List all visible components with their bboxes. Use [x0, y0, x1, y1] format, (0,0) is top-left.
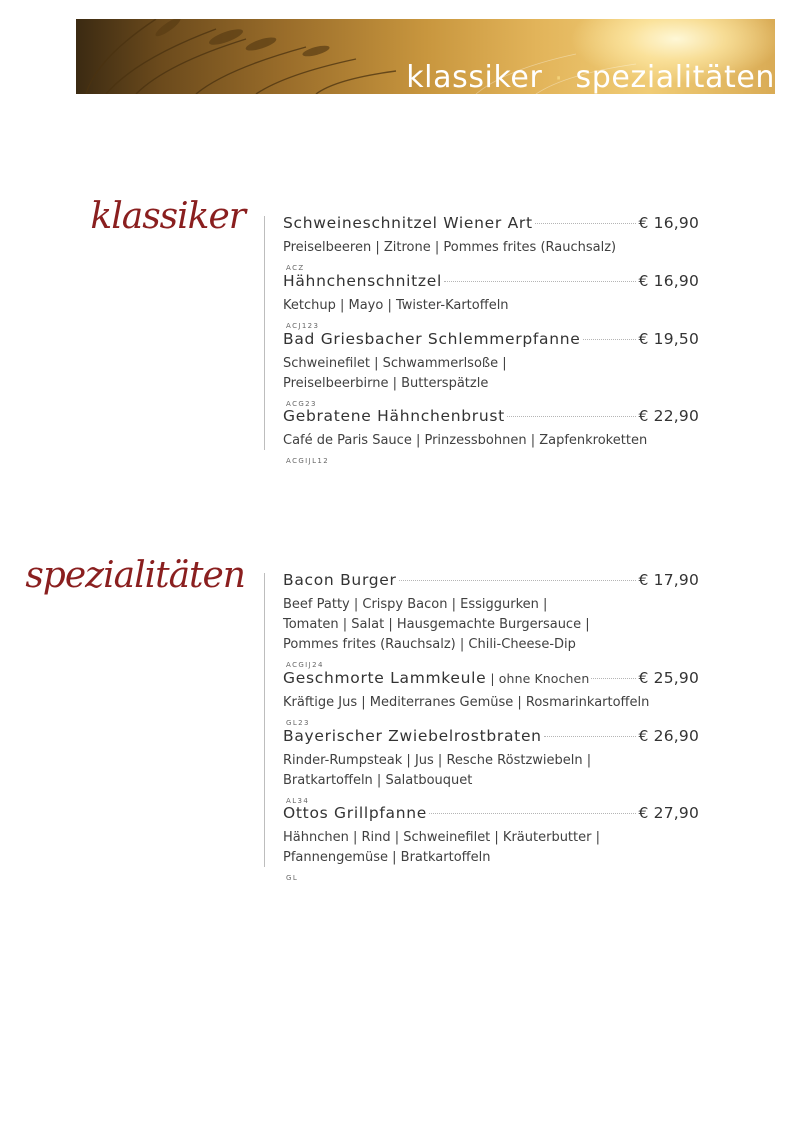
- dotted-leader: [583, 339, 637, 340]
- allergen-codes: AL34: [286, 797, 310, 805]
- allergen-codes: GL: [286, 874, 299, 882]
- item-description: [283, 751, 699, 811]
- item-name: Bacon Burger: [283, 571, 397, 589]
- item-price: € 16,90: [638, 214, 699, 232]
- allergen-codes: ACZ: [286, 264, 305, 272]
- header-banner: [76, 19, 775, 94]
- menu-item: [283, 272, 699, 336]
- dotted-leader: [399, 580, 637, 581]
- dotted-leader: [444, 281, 636, 282]
- desc-line: Pfannengemüse | Bratkartoffeln: [283, 850, 491, 865]
- desc-line: Schweinefilet | Schwammerlsoße |: [283, 356, 507, 371]
- menu-item: [283, 214, 699, 278]
- allergen-codes: ACJ123: [286, 322, 320, 330]
- section-divider: [264, 573, 265, 867]
- dotted-leader: [507, 416, 636, 417]
- dotted-leader: [591, 678, 636, 679]
- section-label-klassiker: klassiker: [90, 196, 245, 237]
- banner-title-right: spezialitäten: [575, 60, 775, 94]
- item-price: € 27,90: [638, 804, 699, 822]
- desc-line: Preiselbeeren | Zitrone | Pommes frites (Rauchsalz): [283, 240, 617, 255]
- item-price: € 22,90: [638, 407, 699, 425]
- item-price: € 25,90: [638, 669, 699, 687]
- menu-item: [283, 669, 699, 733]
- desc-line: Beef Patty | Crispy Bacon | Essiggurken |: [283, 597, 548, 612]
- banner-separator: ·: [554, 64, 564, 94]
- desc-line: Hähnchen | Rind | Schweinefilet | Kräuterbutter |: [283, 830, 600, 845]
- item-name: Hähnchenschnitzel: [283, 272, 443, 290]
- item-description: [283, 431, 699, 471]
- allergen-codes: ACGIJ24: [286, 661, 324, 669]
- section-label-spezialitaeten: spezialitäten: [25, 555, 245, 596]
- item-price: € 19,50: [638, 330, 699, 348]
- desc-line: Tomaten | Salat | Hausgemachte Burgersauce |: [283, 617, 590, 632]
- desc-line: Bratkartoffeln | Salatbouquet: [283, 773, 473, 788]
- menu-item: [283, 727, 699, 811]
- menu-item: [283, 804, 699, 888]
- item-price: € 16,90: [638, 272, 699, 290]
- desc-line: Preiselbeerbirne | Butterspätzle: [283, 376, 489, 391]
- desc-line: Café de Paris Sauce | Prinzessbohnen | Zapfenkroketten: [283, 433, 648, 448]
- menu-item: [283, 407, 699, 471]
- item-name: Ottos Grillpfanne: [283, 804, 428, 822]
- item-name: Geschmorte Lammkeule: [283, 669, 487, 687]
- desc-line: Rinder-Rumpsteak | Jus | Resche Röstzwiebeln |: [283, 753, 592, 768]
- section-divider: [264, 216, 265, 450]
- item-name: Gebratene Hähnchenbrust: [283, 407, 505, 425]
- desc-line: Pommes frites (Rauchsalz) | Chili-Cheese-Dip: [283, 637, 576, 652]
- item-description: [283, 828, 699, 888]
- allergen-codes: ACG23: [286, 400, 317, 408]
- banner-title-left: klassiker: [406, 60, 543, 94]
- dotted-leader: [535, 223, 637, 224]
- menu-item: [283, 571, 699, 675]
- dotted-leader: [429, 813, 636, 814]
- item-name: Bad Griesbacher Schlemmerpfanne: [283, 330, 581, 348]
- menu-item: [283, 330, 699, 414]
- item-note: | ohne Knochen: [490, 671, 590, 686]
- desc-line: Kräftige Jus | Mediterranes Gemüse | Rosmarinkartoffeln: [283, 695, 650, 710]
- item-description: [283, 595, 699, 675]
- item-name: Schweineschnitzel Wiener Art: [283, 214, 533, 232]
- banner-title: [406, 60, 775, 94]
- allergen-codes: ACGIJL12: [286, 457, 330, 465]
- item-description: [283, 354, 699, 414]
- allergen-codes: GL23: [286, 719, 310, 727]
- item-price: € 17,90: [638, 571, 699, 589]
- item-name: Bayerischer Zwiebelrostbraten: [283, 727, 542, 745]
- desc-line: Ketchup | Mayo | Twister-Kartoffeln: [283, 298, 509, 313]
- item-price: € 26,90: [638, 727, 699, 745]
- dotted-leader: [544, 736, 637, 737]
